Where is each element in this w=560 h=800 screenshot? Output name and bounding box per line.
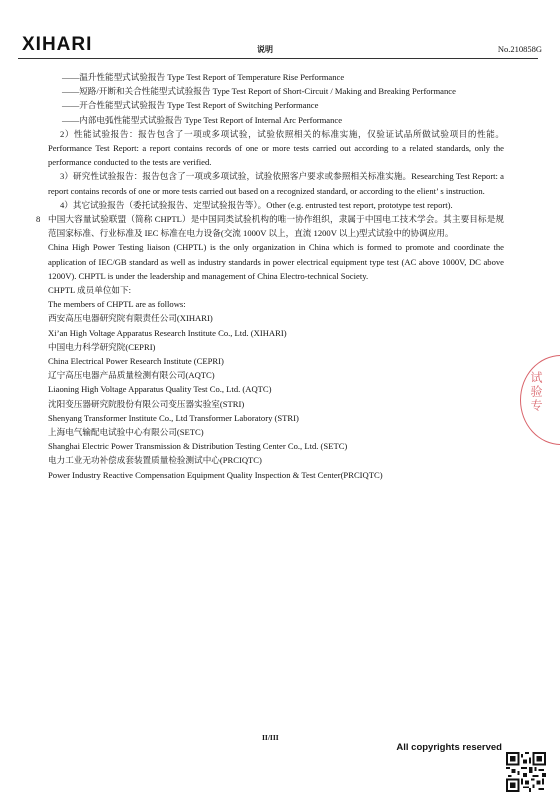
document-body bbox=[36, 70, 504, 482]
member-line: Shenyang Transformer Institute Co., Ltd Transformer Laboratory (STRI) bbox=[48, 412, 299, 423]
member-line: China Electrical Power Research Institute (CEPRI) bbox=[48, 356, 224, 367]
members-heading-cn: CHPTL 成员单位如下: bbox=[48, 285, 131, 296]
other-report-paragraph: 4）其它试验报告（委托试验报告、定型试验报告等）。Other (e.g. entrusted test report, prototype test report). bbox=[60, 199, 453, 210]
chptl-description-en: China High Power Testing liaison (CHPTL) is the only organization in China which is formed to promote and coordinate the application of IEC/GB standard as well as industry standards in power electrical equipment type test (AC above 1000V, DC above 1200V). CHPTL is under the leadership and management of China Electro-technical Society. bbox=[48, 242, 504, 281]
stamp-text: 试验专 bbox=[529, 371, 543, 413]
page-number: II/III bbox=[262, 733, 279, 742]
page-header bbox=[0, 0, 560, 62]
report-type-line: ——温升性能型式试验报告 Type Test Report of Temperature Rise Performance bbox=[62, 72, 345, 82]
chptl-description-cn: 中国大容量试验联盟（简称 CHPTL）是中国同类试验机构的唯一协作组织，隶属于中国电工技术学会。其主要目标是规范国家标准、行业标准及 IEC 标准在电力设备(交流 1000V 以上，直流 1200V 以上)型式试验中的协调应用。 bbox=[48, 214, 504, 239]
member-line: 上海电气输配电试验中心有限公司(SETC) bbox=[48, 427, 204, 438]
member-line: Shanghai Electric Power Transmission & Distribution Testing Center Co., Ltd. (SETC) bbox=[48, 441, 348, 452]
report-type-line: ——内部电弧性能型式试验报告 Type Test Report of Internal Arc Performance bbox=[62, 114, 343, 125]
xihari-logo: XIHARI bbox=[22, 34, 93, 55]
report-type-line: ——短路/开断和关合性能型式试验报告 Type Test Report of Short-Circuit / Making and Breaking Performance bbox=[62, 86, 456, 97]
members-heading-en: The members of CHPTL are as follows: bbox=[48, 299, 186, 310]
member-line: 西安高压电器研究院有限责任公司(XIHARI) bbox=[48, 313, 213, 324]
item-8 bbox=[36, 212, 504, 482]
header-divider bbox=[18, 58, 538, 59]
research-report-paragraph: 3）研究性试验报告：报告包含了一项或多项试验，试验依照客户要求或参照相关标准实施。Researching Test Report: a report contains records of one or more tests carried out based on a recognized standard, or according to the elient’ s instruction. bbox=[48, 171, 504, 196]
red-seal-stamp bbox=[512, 355, 560, 447]
member-line: 沈阳变压器研究院股份有限公司变压器实验室(STRI) bbox=[48, 398, 245, 409]
copyright-notice: All copyrights reserved bbox=[396, 742, 502, 753]
performance-report-paragraph: 2）性能试验报告：报告包含了一项或多项试验，试验依照相关的标准实施，仅验证试品所做试验项目的性能。Performance Test Report: a report contains records of one or more tests carried out according to a related standards, only the performance conducted to the tests are verified. bbox=[48, 128, 504, 168]
member-line: 辽宁高压电器产品质量检测有限公司(AQTC) bbox=[48, 370, 215, 381]
header-title: 说明 bbox=[257, 45, 273, 54]
item-number: 8 bbox=[36, 214, 41, 225]
qr-code-icon bbox=[506, 752, 546, 792]
document-number: No.210858G bbox=[497, 44, 542, 54]
member-line: 电力工业无功补偿成套装置质量检验测试中心(PRCIQTC) bbox=[48, 455, 262, 466]
member-line: Liaoning High Voltage Apparatus Quality Test Co., Ltd. (AQTC) bbox=[48, 384, 272, 395]
member-line: 中国电力科学研究院(CEPRI) bbox=[48, 341, 156, 352]
member-line: Xi’an High Voltage Apparatus Research Institute Co., Ltd. (XIHARI) bbox=[48, 327, 287, 338]
member-line: Power Industry Reactive Compensation Equipment Quality Inspection & Test Center(PRCIQTC) bbox=[48, 469, 383, 480]
report-type-line: ——开合性能型式试验报告 Type Test Report of Switching Performance bbox=[62, 100, 319, 111]
